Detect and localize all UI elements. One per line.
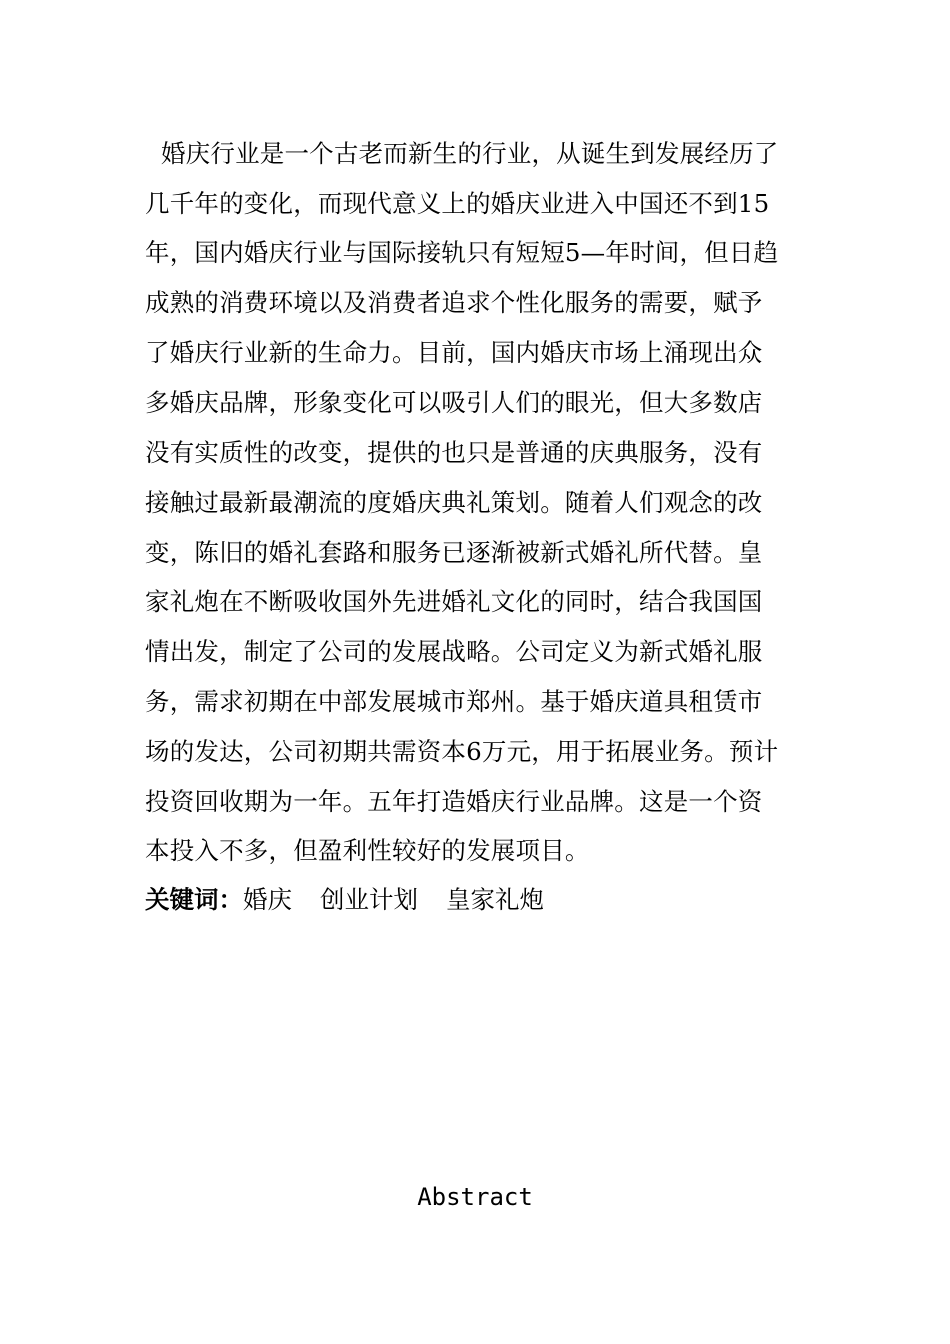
body-line: 投资回收期为一年。五年打造婚庆行业品牌。这是一个资 (145, 787, 763, 816)
body-line: 情出发，制定了公司的发展战略。公司定义为新式婚礼服 (145, 637, 763, 666)
keyword-item: 皇家礼炮 (446, 885, 544, 914)
body-line: 没有实质性的改变，提供的也只是普通的庆典服务，没有 (145, 438, 763, 467)
body-line: 务，需求初期在中部发展城市郑州。基于婚庆道具租赁市 (145, 687, 763, 716)
body-line: 年，国内婚庆行业与国际接轨只有短短5—年时间，但日趋 (145, 238, 779, 267)
keywords-label: 关键词： (145, 885, 243, 914)
abstract-heading: Abstract (417, 1183, 533, 1211)
keywords-row (145, 883, 572, 917)
body-line: 接触过最新最潮流的度婚庆典礼策划。随着人们观念的改 (145, 488, 763, 517)
body-line: 几千年的变化，而现代意义上的婚庆业进入中国还不到15 (145, 189, 770, 218)
body-line: 多婚庆品牌，形象变化可以吸引人们的眼光，但大多数店 (145, 388, 763, 417)
keyword-item: 创业计划 (320, 885, 418, 914)
body-line: 变，陈旧的婚礼套路和服务已逐渐被新式婚礼所代替。皇 (145, 538, 763, 567)
body-line: 婚庆行业是一个古老而新生的行业，从诞生到发展经历了 (145, 139, 779, 168)
body-line: 了婚庆行业新的生命力。目前，国内婚庆市场上涌现出众 (145, 338, 763, 367)
body-line: 场的发达，公司初期共需资本6万元，用于拓展业务。预计 (145, 737, 779, 766)
body-line: 成熟的消费环境以及消费者追求个性化服务的需要，赋予 (145, 288, 763, 317)
keyword-item: 婚庆 (243, 885, 292, 914)
body-line: 家礼炮在不断吸收国外先进婚礼文化的同时，结合我国国 (145, 587, 763, 616)
body-line: 本投入不多，但盈利性较好的发展项目。 (145, 836, 590, 865)
